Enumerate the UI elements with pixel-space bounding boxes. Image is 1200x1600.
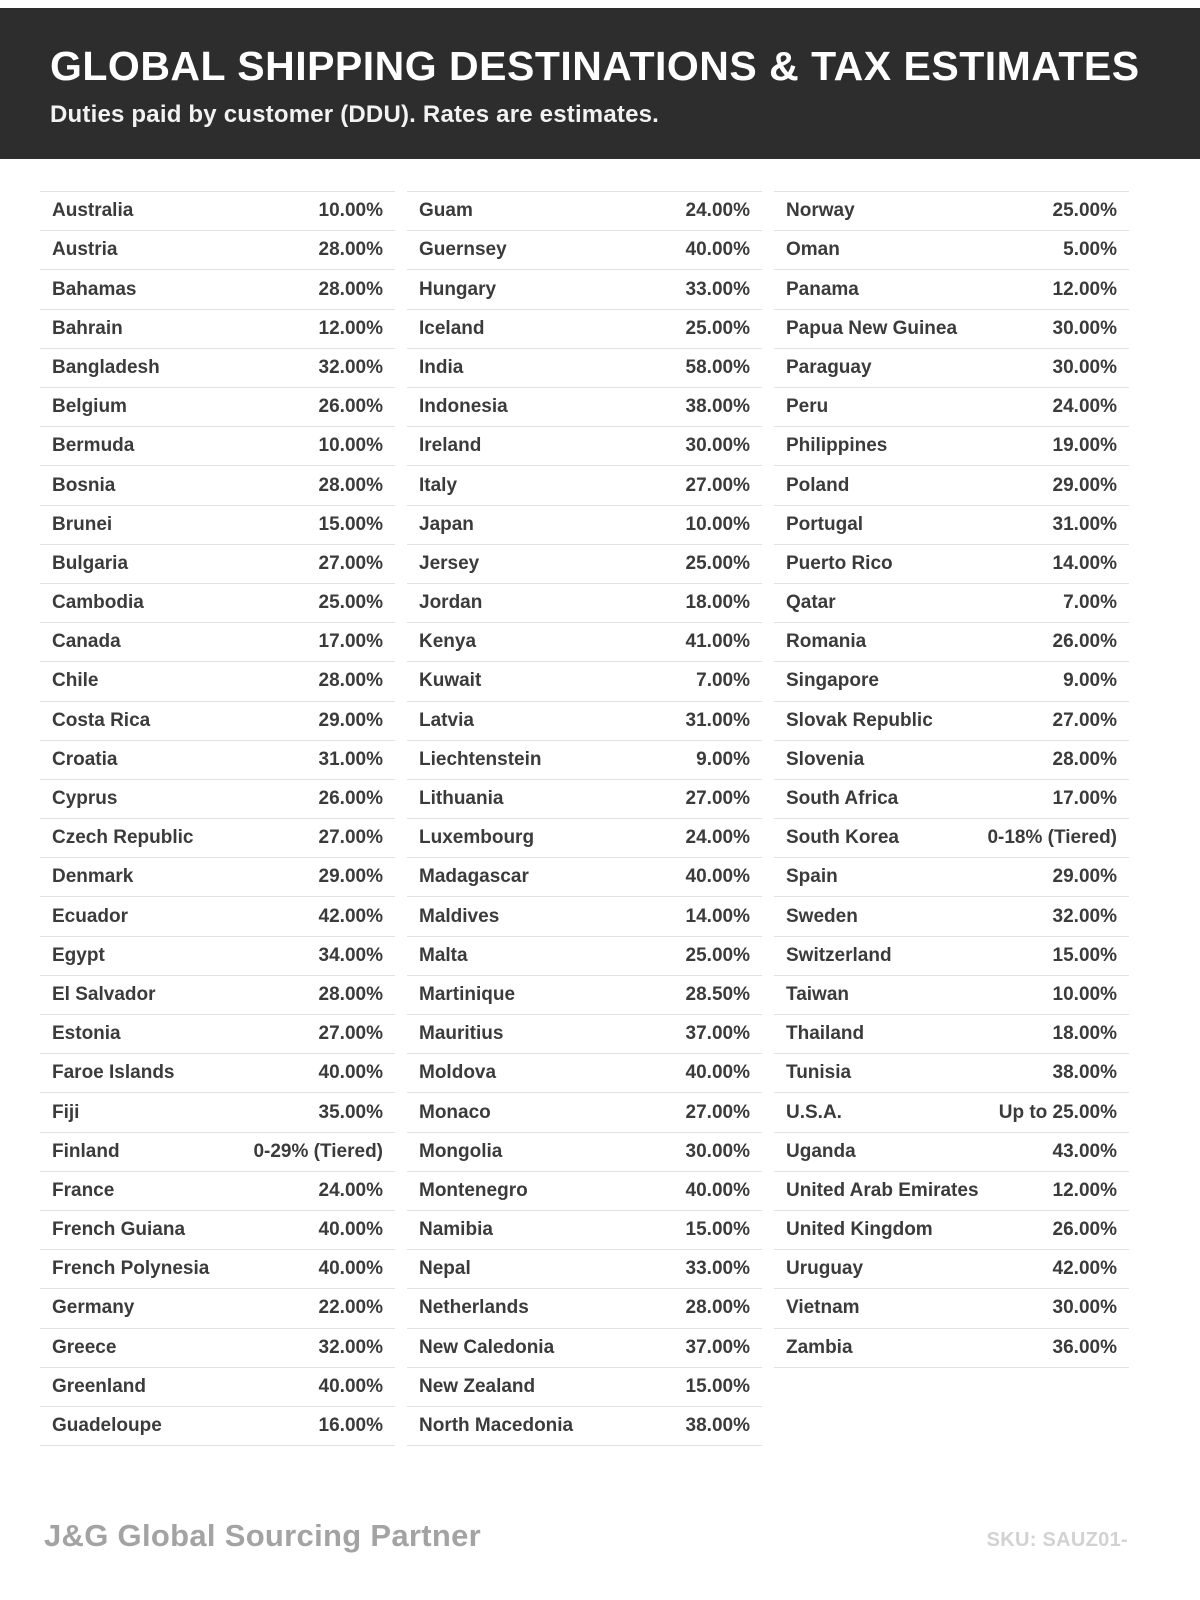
tax-rate: 25.00% (685, 944, 750, 966)
table-row (774, 192, 1129, 231)
country-name: Madagascar (419, 866, 529, 888)
country-name: Taiwan (786, 983, 849, 1005)
brand-name: J&G Global Sourcing Partner (44, 1518, 482, 1553)
tax-rate: 25.00% (318, 592, 383, 614)
table-row (774, 976, 1129, 1015)
table-row (407, 192, 762, 231)
tax-rate: 29.00% (318, 866, 383, 888)
tax-rate: 32.00% (318, 1336, 383, 1358)
tax-rate: 28.00% (318, 239, 383, 261)
tax-rate: 15.00% (685, 1219, 750, 1241)
table-row (774, 310, 1129, 349)
table-row (407, 780, 762, 819)
country-name: Uganda (786, 1140, 856, 1162)
country-name: Hungary (419, 278, 497, 300)
tax-rate: 38.00% (1052, 1062, 1117, 1084)
tax-rate: 27.00% (318, 552, 383, 574)
country-name: El Salvador (52, 983, 156, 1005)
country-name: Panama (786, 278, 859, 300)
tax-rate: 19.00% (1052, 435, 1117, 457)
tax-rate: 28.00% (318, 983, 383, 1005)
tax-rate: 27.00% (685, 1101, 750, 1123)
tax-rate: 18.00% (685, 592, 750, 614)
country-name: Czech Republic (52, 827, 194, 849)
tax-rate: 22.00% (318, 1297, 383, 1319)
tax-rate: 29.00% (1052, 866, 1117, 888)
country-name: Costa Rica (52, 709, 151, 731)
table-row (407, 858, 762, 897)
country-name: South Korea (786, 827, 899, 849)
country-name: Brunei (52, 513, 113, 535)
tax-rate: 24.00% (318, 1179, 383, 1201)
table-row (407, 1133, 762, 1172)
country-name: North Macedonia (419, 1415, 574, 1436)
country-name: Slovak Republic (786, 709, 933, 731)
country-name: Canada (52, 631, 121, 653)
tax-rate: 40.00% (318, 1258, 383, 1280)
table-row (40, 1211, 395, 1250)
country-name: Cyprus (52, 788, 118, 809)
tax-rate: 26.00% (1052, 631, 1117, 653)
country-name: Portugal (786, 513, 864, 535)
table-row (40, 780, 395, 819)
tax-rate: 14.00% (685, 905, 750, 927)
table-row (40, 1368, 395, 1407)
table-row (774, 1211, 1129, 1250)
table-row (40, 349, 395, 388)
country-name: Greenland (52, 1375, 146, 1397)
table-row (407, 231, 762, 270)
country-name: Netherlands (419, 1297, 529, 1319)
table-row (40, 584, 395, 623)
table-row (407, 741, 762, 780)
tax-rate: 0-18% (Tiered) (987, 827, 1117, 849)
table-row (407, 466, 762, 505)
table-row (40, 1329, 395, 1368)
tax-rate: 41.00% (685, 631, 750, 653)
table-row (407, 1211, 762, 1250)
header-banner (0, 8, 1200, 159)
country-name: Estonia (52, 1023, 121, 1045)
table-row (774, 506, 1129, 545)
country-name: New Caledonia (419, 1336, 555, 1358)
table-row (40, 1054, 395, 1093)
table-row (40, 976, 395, 1015)
country-name: Jersey (419, 552, 480, 574)
country-name: Ireland (419, 435, 482, 457)
table-row (40, 1093, 395, 1132)
tax-rate: 40.00% (318, 1375, 383, 1397)
table-row (40, 466, 395, 505)
tax-rate: 28.00% (318, 474, 383, 496)
country-name: France (52, 1179, 115, 1201)
country-name: Guernsey (419, 239, 507, 261)
tax-rate: 29.00% (318, 709, 383, 731)
tax-rate: 26.00% (318, 396, 383, 418)
tax-rate: 43.00% (1052, 1140, 1117, 1162)
country-name: Thailand (786, 1023, 865, 1045)
table-row (40, 858, 395, 897)
tax-rate: 10.00% (318, 200, 383, 222)
table-row (407, 1368, 762, 1407)
rates-column-3 (774, 191, 1129, 1368)
country-name: Nepal (419, 1258, 471, 1280)
table-row (40, 741, 395, 780)
table-row (774, 702, 1129, 741)
table-row (774, 584, 1129, 623)
tax-rate: Up to 25.00% (998, 1101, 1117, 1123)
table-row (407, 937, 762, 976)
country-name: Luxembourg (419, 827, 535, 849)
tax-rate: 28.00% (318, 278, 383, 300)
footer (0, 1518, 1200, 1600)
country-name: Latvia (419, 709, 474, 731)
page-title: GLOBAL SHIPPING DESTINATIONS & TAX ESTIMATES (50, 43, 1140, 89)
rates-table (0, 191, 1200, 1446)
country-name: United Kingdom (786, 1219, 933, 1241)
tax-rate: 38.00% (685, 1415, 750, 1436)
tax-rate: 15.00% (318, 513, 383, 535)
tax-rate: 27.00% (318, 827, 383, 849)
tax-rate: 25.00% (1052, 200, 1117, 222)
tax-rate: 27.00% (318, 1023, 383, 1045)
table-row (774, 466, 1129, 505)
table-row (774, 741, 1129, 780)
country-name: New Zealand (419, 1375, 536, 1397)
tax-rate: 28.50% (685, 983, 750, 1005)
table-row (407, 310, 762, 349)
country-name: Bahamas (52, 278, 137, 300)
table-row (407, 506, 762, 545)
table-row (774, 780, 1129, 819)
tax-rate: 32.00% (318, 356, 383, 378)
table-row (774, 427, 1129, 466)
country-name: Guadeloupe (52, 1415, 162, 1436)
tax-rate: 31.00% (685, 709, 750, 731)
country-name: Qatar (786, 592, 836, 614)
country-name: Bangladesh (52, 356, 160, 378)
table-row (40, 702, 395, 741)
country-name: Austria (52, 239, 118, 261)
country-name: Singapore (786, 670, 879, 692)
tax-rate: 36.00% (1052, 1336, 1117, 1358)
tax-rate: 25.00% (685, 552, 750, 574)
country-name: Japan (419, 513, 474, 535)
table-row (40, 937, 395, 976)
table-row (407, 819, 762, 858)
table-row (774, 1289, 1129, 1328)
tax-rate: 15.00% (1052, 944, 1117, 966)
table-row (40, 1250, 395, 1289)
tax-rate: 9.00% (1063, 670, 1117, 692)
table-row (774, 897, 1129, 936)
country-name: Namibia (419, 1219, 493, 1241)
page-subtitle: Duties paid by customer (DDU). Rates are estimates. (50, 101, 660, 129)
country-name: Fiji (52, 1101, 80, 1123)
country-name: Oman (786, 239, 840, 261)
tax-rate: 30.00% (685, 1140, 750, 1162)
tax-rate: 7.00% (1063, 592, 1117, 614)
table-row (40, 897, 395, 936)
tax-rate: 27.00% (685, 788, 750, 809)
table-row (407, 1015, 762, 1054)
tax-rate: 33.00% (685, 278, 750, 300)
table-row (774, 270, 1129, 309)
country-name: Romania (786, 631, 867, 653)
tax-rate: 28.00% (318, 670, 383, 692)
tax-rate: 27.00% (685, 474, 750, 496)
country-name: Switzerland (786, 944, 892, 966)
table-row (774, 388, 1129, 427)
country-name: Denmark (52, 866, 134, 888)
country-name: French Polynesia (52, 1258, 210, 1280)
country-name: U.S.A. (786, 1101, 842, 1123)
table-row (774, 858, 1129, 897)
country-name: Tunisia (786, 1062, 852, 1084)
tax-rate: 17.00% (1052, 788, 1117, 809)
table-row (407, 1093, 762, 1132)
table-row (774, 937, 1129, 976)
table-row (407, 702, 762, 741)
table-row (407, 584, 762, 623)
table-row (774, 1015, 1129, 1054)
tax-rate: 37.00% (685, 1023, 750, 1045)
tax-rate: 26.00% (318, 788, 383, 809)
table-row (774, 1093, 1129, 1132)
tax-rate: 0-29% (Tiered) (253, 1140, 383, 1162)
tax-rate: 24.00% (685, 200, 750, 222)
tax-rate: 38.00% (685, 396, 750, 418)
table-row (40, 1407, 395, 1446)
country-name: Norway (786, 200, 855, 222)
table-row (40, 231, 395, 270)
country-name: Indonesia (419, 396, 508, 418)
table-row (40, 506, 395, 545)
country-name: Poland (786, 474, 850, 496)
tax-rate: 12.00% (318, 317, 383, 339)
tax-rate: 40.00% (685, 866, 750, 888)
country-name: Faroe Islands (52, 1062, 175, 1084)
tax-rate: 30.00% (1052, 317, 1117, 339)
tax-rate: 31.00% (318, 748, 383, 770)
rates-column-2 (407, 191, 762, 1446)
sku-label: SKU: SAUZ01- (986, 1529, 1128, 1551)
table-row (40, 662, 395, 701)
tax-rate: 40.00% (318, 1062, 383, 1084)
tax-rate: 16.00% (318, 1415, 383, 1436)
country-name: Italy (419, 474, 458, 496)
country-name: Belgium (52, 396, 127, 418)
country-name: Finland (52, 1140, 120, 1162)
tax-rate: 33.00% (685, 1258, 750, 1280)
country-name: Malta (419, 944, 468, 966)
tax-rate: 26.00% (1052, 1219, 1117, 1241)
tax-rate: 30.00% (1052, 1297, 1117, 1319)
country-name: Jordan (419, 592, 483, 614)
tax-rate: 24.00% (1052, 396, 1117, 418)
table-row (407, 270, 762, 309)
country-name: Cambodia (52, 592, 144, 614)
tax-rate: 14.00% (1052, 552, 1117, 574)
country-name: United Arab Emirates (786, 1179, 979, 1201)
tax-rate: 35.00% (318, 1101, 383, 1123)
country-name: Guam (419, 200, 473, 222)
tax-rate: 58.00% (685, 356, 750, 378)
country-name: Lithuania (419, 788, 504, 809)
tax-rate: 40.00% (685, 239, 750, 261)
country-name: Kenya (419, 631, 477, 653)
country-name: Sweden (786, 905, 858, 927)
tax-rate: 7.00% (696, 670, 750, 692)
country-name: Uruguay (786, 1258, 864, 1280)
table-row (407, 349, 762, 388)
country-name: Vietnam (786, 1297, 860, 1319)
country-name: Monaco (419, 1101, 491, 1123)
tax-rate: 30.00% (685, 435, 750, 457)
country-name: Peru (786, 396, 829, 418)
table-row (40, 1289, 395, 1328)
tax-rate: 31.00% (1052, 513, 1117, 535)
country-name: Liechtenstein (419, 748, 542, 770)
table-row (40, 623, 395, 662)
table-row (774, 1054, 1129, 1093)
table-row (407, 545, 762, 584)
table-row (407, 1250, 762, 1289)
table-row (774, 1133, 1129, 1172)
table-row (774, 349, 1129, 388)
table-row (40, 427, 395, 466)
table-row (40, 545, 395, 584)
tax-rate: 34.00% (318, 944, 383, 966)
tax-rate: 42.00% (318, 905, 383, 927)
country-name: Paraguay (786, 356, 872, 378)
country-name: Bahrain (52, 317, 123, 339)
country-name: Zambia (786, 1336, 853, 1358)
tax-rate: 28.00% (685, 1297, 750, 1319)
country-name: Bermuda (52, 435, 135, 457)
table-row (407, 662, 762, 701)
tax-rate: 18.00% (1052, 1023, 1117, 1045)
country-name: Puerto Rico (786, 552, 893, 574)
table-row (774, 545, 1129, 584)
tax-rate: 12.00% (1052, 1179, 1117, 1201)
table-row (407, 1407, 762, 1446)
table-row (407, 897, 762, 936)
tax-rate: 5.00% (1063, 239, 1117, 261)
country-name: Spain (786, 866, 838, 888)
country-name: Mauritius (419, 1023, 504, 1045)
country-name: South Africa (786, 788, 899, 809)
country-name: Mongolia (419, 1140, 503, 1162)
country-name: Australia (52, 200, 134, 222)
country-name: Martinique (419, 983, 516, 1005)
country-name: Moldova (419, 1062, 497, 1084)
country-name: Greece (52, 1336, 117, 1358)
tax-rate: 17.00% (318, 631, 383, 653)
country-name: Papua New Guinea (786, 317, 958, 339)
country-name: Egypt (52, 944, 105, 966)
table-row (40, 1172, 395, 1211)
rates-column-1 (40, 191, 395, 1446)
table-row (407, 1172, 762, 1211)
table-row (774, 662, 1129, 701)
table-row (40, 1133, 395, 1172)
country-name: Bosnia (52, 474, 116, 496)
country-name: Chile (52, 670, 99, 692)
country-name: Croatia (52, 748, 118, 770)
country-name: Kuwait (419, 670, 482, 692)
table-row (407, 1329, 762, 1368)
table-row (407, 976, 762, 1015)
tax-rate: 10.00% (1052, 983, 1117, 1005)
tax-rate: 37.00% (685, 1336, 750, 1358)
table-row (407, 388, 762, 427)
table-row (40, 388, 395, 427)
table-row (774, 819, 1129, 858)
country-name: Germany (52, 1297, 135, 1319)
tax-rate: 27.00% (1052, 709, 1117, 731)
tax-rate: 30.00% (1052, 356, 1117, 378)
country-name: Maldives (419, 905, 500, 927)
table-row (407, 427, 762, 466)
country-name: Ecuador (52, 905, 129, 927)
table-row (40, 1015, 395, 1054)
country-name: French Guiana (52, 1219, 186, 1241)
tax-rate: 24.00% (685, 827, 750, 849)
table-row (407, 1054, 762, 1093)
table-row (774, 231, 1129, 270)
tax-rate: 10.00% (685, 513, 750, 535)
table-row (40, 192, 395, 231)
tax-rate: 40.00% (318, 1219, 383, 1241)
tax-rate: 12.00% (1052, 278, 1117, 300)
country-name: Slovenia (786, 748, 865, 770)
table-row (40, 819, 395, 858)
table-row (407, 1289, 762, 1328)
tax-rate: 25.00% (685, 317, 750, 339)
table-row (774, 1329, 1129, 1368)
country-name: Iceland (419, 317, 485, 339)
country-name: Philippines (786, 435, 888, 457)
tax-rate: 40.00% (685, 1062, 750, 1084)
tax-rate: 40.00% (685, 1179, 750, 1201)
tax-rate: 15.00% (685, 1375, 750, 1397)
tax-rate: 42.00% (1052, 1258, 1117, 1280)
tax-rate: 32.00% (1052, 905, 1117, 927)
country-name: India (419, 356, 464, 378)
table-row (407, 623, 762, 662)
table-row (774, 623, 1129, 662)
country-name: Montenegro (419, 1179, 528, 1201)
tax-rate: 29.00% (1052, 474, 1117, 496)
table-row (40, 270, 395, 309)
country-name: Bulgaria (52, 552, 129, 574)
tax-rate: 9.00% (696, 748, 750, 770)
table-row (774, 1172, 1129, 1211)
table-row (774, 1250, 1129, 1289)
tax-rate: 10.00% (318, 435, 383, 457)
tax-rate: 28.00% (1052, 748, 1117, 770)
table-row (40, 310, 395, 349)
